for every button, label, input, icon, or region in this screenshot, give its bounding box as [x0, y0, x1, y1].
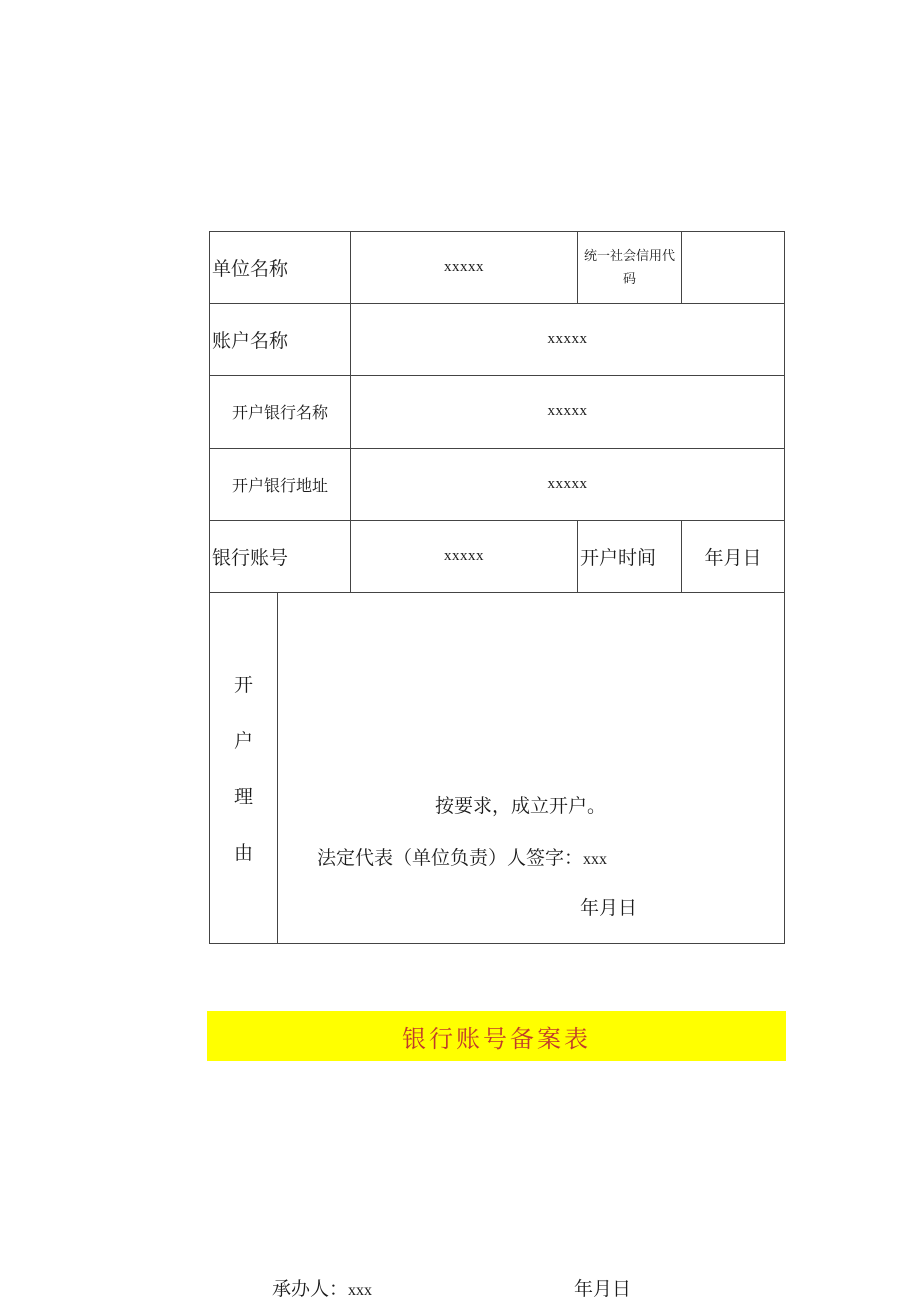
signature-label: 法定代表（单位负责）人签字：	[317, 846, 584, 869]
open-time-label: 开户时间	[578, 520, 682, 592]
row-bank-address	[210, 448, 785, 520]
bank-account-form-table	[209, 231, 785, 944]
row-bank-name	[210, 376, 785, 448]
bank-name-label: 开户银行名称	[210, 376, 351, 448]
form-title-banner: 银行账号备案表	[207, 1011, 786, 1061]
account-number-label: 银行账号	[210, 520, 351, 592]
row-account-number	[210, 520, 785, 592]
reason-label	[210, 592, 278, 943]
handler-label: 承办人：	[272, 1278, 349, 1300]
row-account-name	[210, 304, 785, 376]
reason-content	[278, 592, 785, 943]
reason-label-chars	[210, 657, 277, 881]
footer-date: 年月日	[574, 1278, 632, 1300]
unit-name-label: 单位名称	[210, 232, 351, 304]
reason-label-char: 由	[233, 841, 253, 864]
signature-line	[317, 843, 607, 870]
row-unit-name	[210, 232, 785, 304]
handler-line	[272, 1274, 372, 1301]
reason-date: 年月日	[580, 896, 638, 919]
credit-code-value	[682, 232, 785, 304]
bank-name-value: xxxxx	[351, 376, 785, 448]
signature-value: xxx	[583, 850, 608, 868]
reason-label-char: 理	[233, 785, 253, 808]
row-reason	[210, 592, 785, 943]
unit-name-value: xxxxx	[351, 232, 578, 304]
open-time-value: 年月日	[682, 520, 785, 592]
credit-code-label: 统一社会信用代码	[578, 232, 682, 304]
account-number-value: xxxxx	[351, 520, 578, 592]
reason-label-char: 开	[233, 673, 253, 696]
bank-address-value: xxxxx	[351, 448, 785, 520]
account-name-value: xxxxx	[351, 304, 785, 376]
handler-value: xxx	[348, 1282, 373, 1299]
bank-address-label: 开户银行地址	[210, 448, 351, 520]
account-name-label: 账户名称	[210, 304, 351, 376]
reason-text: 按要求，成立开户。	[435, 794, 607, 817]
reason-label-char: 户	[233, 729, 253, 752]
